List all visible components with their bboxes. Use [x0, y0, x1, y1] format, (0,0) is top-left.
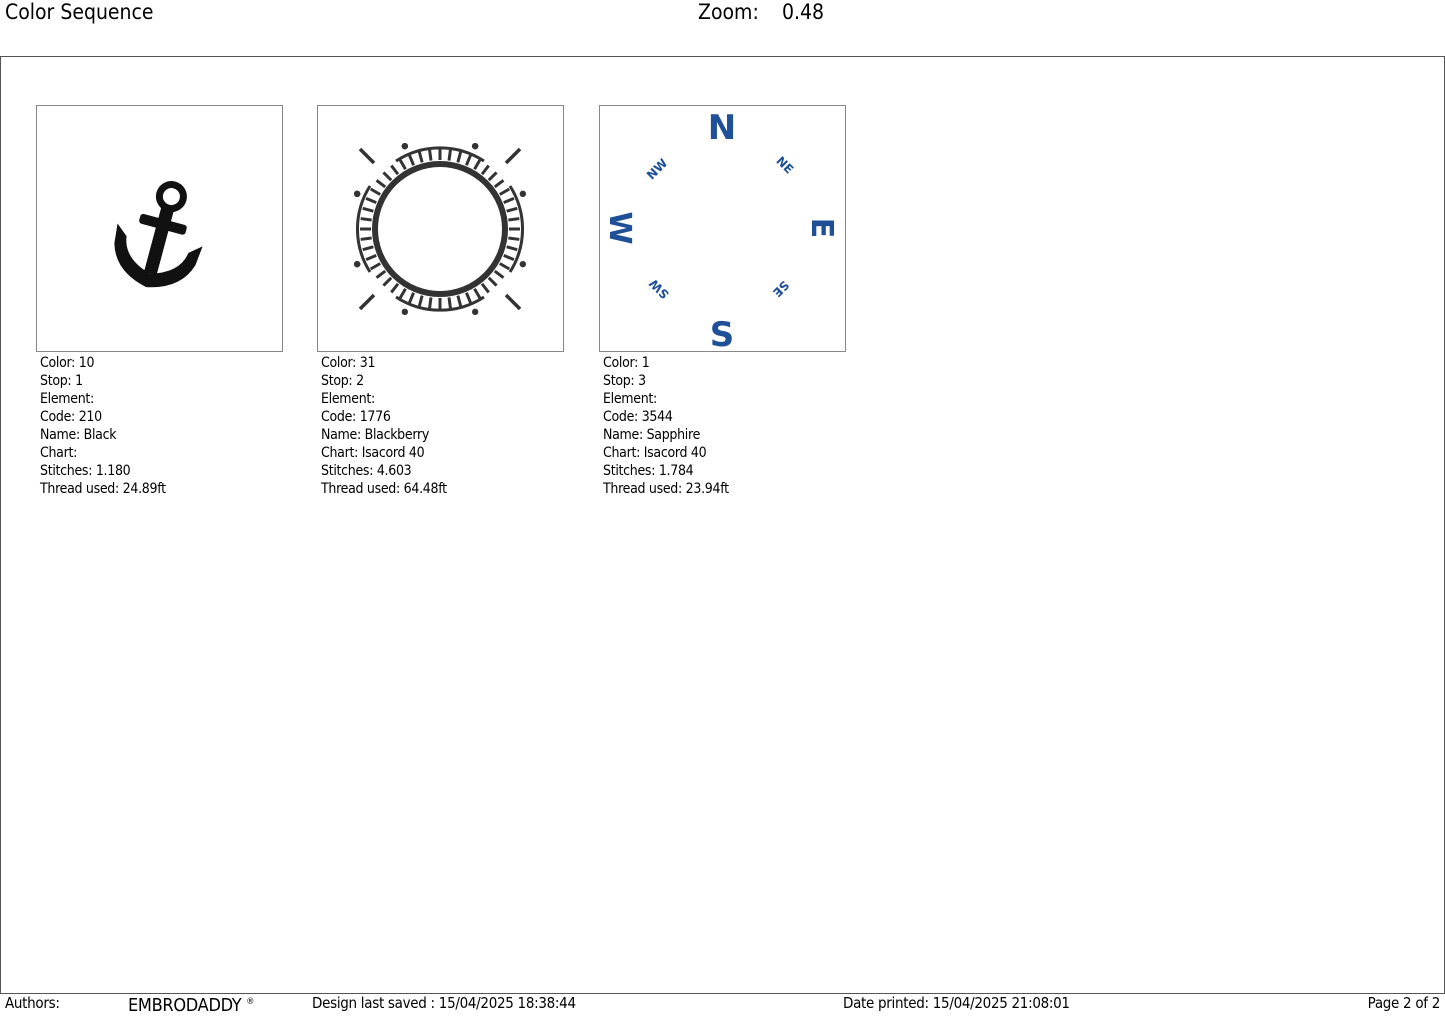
- registered-mark: ®: [246, 997, 255, 1007]
- ring-tick: [419, 152, 422, 163]
- ring-tick: [371, 189, 381, 195]
- compass-ring-icon: [317, 105, 564, 352]
- ring-tick: [507, 247, 518, 250]
- color-number: Color: 1: [603, 355, 650, 371]
- thread-code: Code: 3544: [603, 409, 673, 425]
- color-card-1: [36, 105, 283, 498]
- compass-e: E: [804, 217, 839, 239]
- design-saved: Design last saved : 15/04/2025 18:38:44: [312, 994, 576, 1012]
- ring-tick: [449, 150, 450, 161]
- ring-tick: [495, 180, 504, 187]
- ring-tick: [430, 150, 431, 161]
- color-number: Color: 10: [40, 355, 95, 371]
- thread-code: Code: 1776: [321, 409, 391, 425]
- ring-tick: [466, 293, 470, 303]
- stop-number: Stop: 2: [321, 373, 364, 389]
- ring-tick: [508, 219, 519, 220]
- thread-chart: Chart:: [40, 445, 78, 461]
- stitch-count: Stitches: 1.180: [40, 463, 131, 479]
- ring-tick: [391, 166, 398, 175]
- page-title: Color Sequence: [5, 0, 154, 24]
- stitch-count: Stitches: 1.784: [603, 463, 694, 479]
- compass-ne: NE: [773, 153, 797, 177]
- ring-tick: [507, 208, 518, 211]
- brand-text: EMBRODADDY: [128, 995, 242, 1016]
- ring-dot: [402, 309, 408, 315]
- thread-used: Thread used: 23.94ft: [603, 481, 729, 497]
- ring-dot: [520, 261, 526, 267]
- brand-name: [128, 995, 254, 1016]
- page-number: Page 2 of 2: [1367, 994, 1440, 1012]
- ring-tick: [366, 255, 376, 259]
- ring-tick: [475, 160, 481, 170]
- ring-tick: [500, 189, 510, 195]
- ring-tick: [458, 152, 461, 163]
- stitch-count: Stitches: 4.603: [321, 463, 412, 479]
- compass-n: N: [707, 108, 737, 148]
- color-info: [321, 354, 564, 498]
- ring-dot: [472, 309, 478, 315]
- color-info: [40, 354, 283, 498]
- ring-tick: [391, 284, 398, 293]
- ring-tick: [400, 160, 406, 170]
- compass-se: SE: [769, 277, 792, 300]
- ring-tick: [361, 238, 372, 239]
- ring-tick: [409, 155, 413, 165]
- ring-tick: [482, 166, 489, 175]
- ring-tick: [383, 172, 391, 180]
- ring-tick: [504, 198, 514, 202]
- ring-tick: [489, 172, 497, 180]
- ring-tick: [419, 296, 422, 307]
- ring-tick: [400, 289, 406, 299]
- ring-tick: [363, 208, 374, 211]
- thread-code: Code: 210: [40, 409, 102, 425]
- color-card-2: [317, 105, 564, 498]
- compass-letters-icon: [599, 105, 846, 352]
- ring-tick: [363, 247, 374, 250]
- ring-tick: [449, 297, 450, 308]
- authors-label: Authors:: [5, 994, 60, 1012]
- ring-dot: [472, 143, 478, 149]
- ring-dot: [402, 143, 408, 149]
- ring-tick: [500, 264, 510, 270]
- thread-chart: Chart: Isacord 40: [603, 445, 707, 461]
- anchor-icon: [36, 105, 283, 352]
- ring-tick: [377, 180, 386, 187]
- thread-used: Thread used: 64.48ft: [321, 481, 447, 497]
- ring-tick: [458, 296, 461, 307]
- ring-tick: [409, 293, 413, 303]
- element: Element:: [603, 391, 657, 407]
- color-number: Color: 31: [321, 355, 376, 371]
- stop-number: Stop: 1: [40, 373, 83, 389]
- thread-name: Name: Black: [40, 427, 117, 443]
- ring-tick: [361, 219, 372, 220]
- color-info: [603, 354, 846, 498]
- compass-s: S: [709, 315, 735, 351]
- compass-sw: SW: [646, 276, 672, 302]
- ring-tick: [504, 255, 514, 259]
- ring-tick: [475, 289, 481, 299]
- ring-tick: [383, 278, 391, 286]
- ring-tick: [466, 155, 470, 165]
- zoom-label: Zoom:: [698, 0, 759, 24]
- ring-tick: [508, 238, 519, 239]
- color-card-3: [599, 105, 846, 498]
- ring-dot: [354, 191, 360, 197]
- ring-tick: [495, 271, 504, 278]
- thread-chart: Chart: Isacord 40: [321, 445, 425, 461]
- thread-used: Thread used: 24.89ft: [40, 481, 166, 497]
- element: Element:: [321, 391, 375, 407]
- ring-tick: [377, 271, 386, 278]
- compass-w: W: [602, 211, 637, 245]
- compass-nw: NW: [643, 155, 671, 183]
- ring-tick: [371, 264, 381, 270]
- date-printed: Date printed: 15/04/2025 21:08:01: [843, 994, 1070, 1012]
- thread-name: Name: Blackberry: [321, 427, 429, 443]
- ring-tick: [482, 284, 489, 293]
- thread-name: Name: Sapphire: [603, 427, 701, 443]
- ring-tick: [489, 278, 497, 286]
- stop-number: Stop: 3: [603, 373, 646, 389]
- ring-tick: [430, 297, 431, 308]
- ring-dot: [354, 261, 360, 267]
- ring-tick: [366, 198, 376, 202]
- ring-dot: [520, 191, 526, 197]
- zoom-value: 0.48: [782, 0, 825, 24]
- element: Element:: [40, 391, 94, 407]
